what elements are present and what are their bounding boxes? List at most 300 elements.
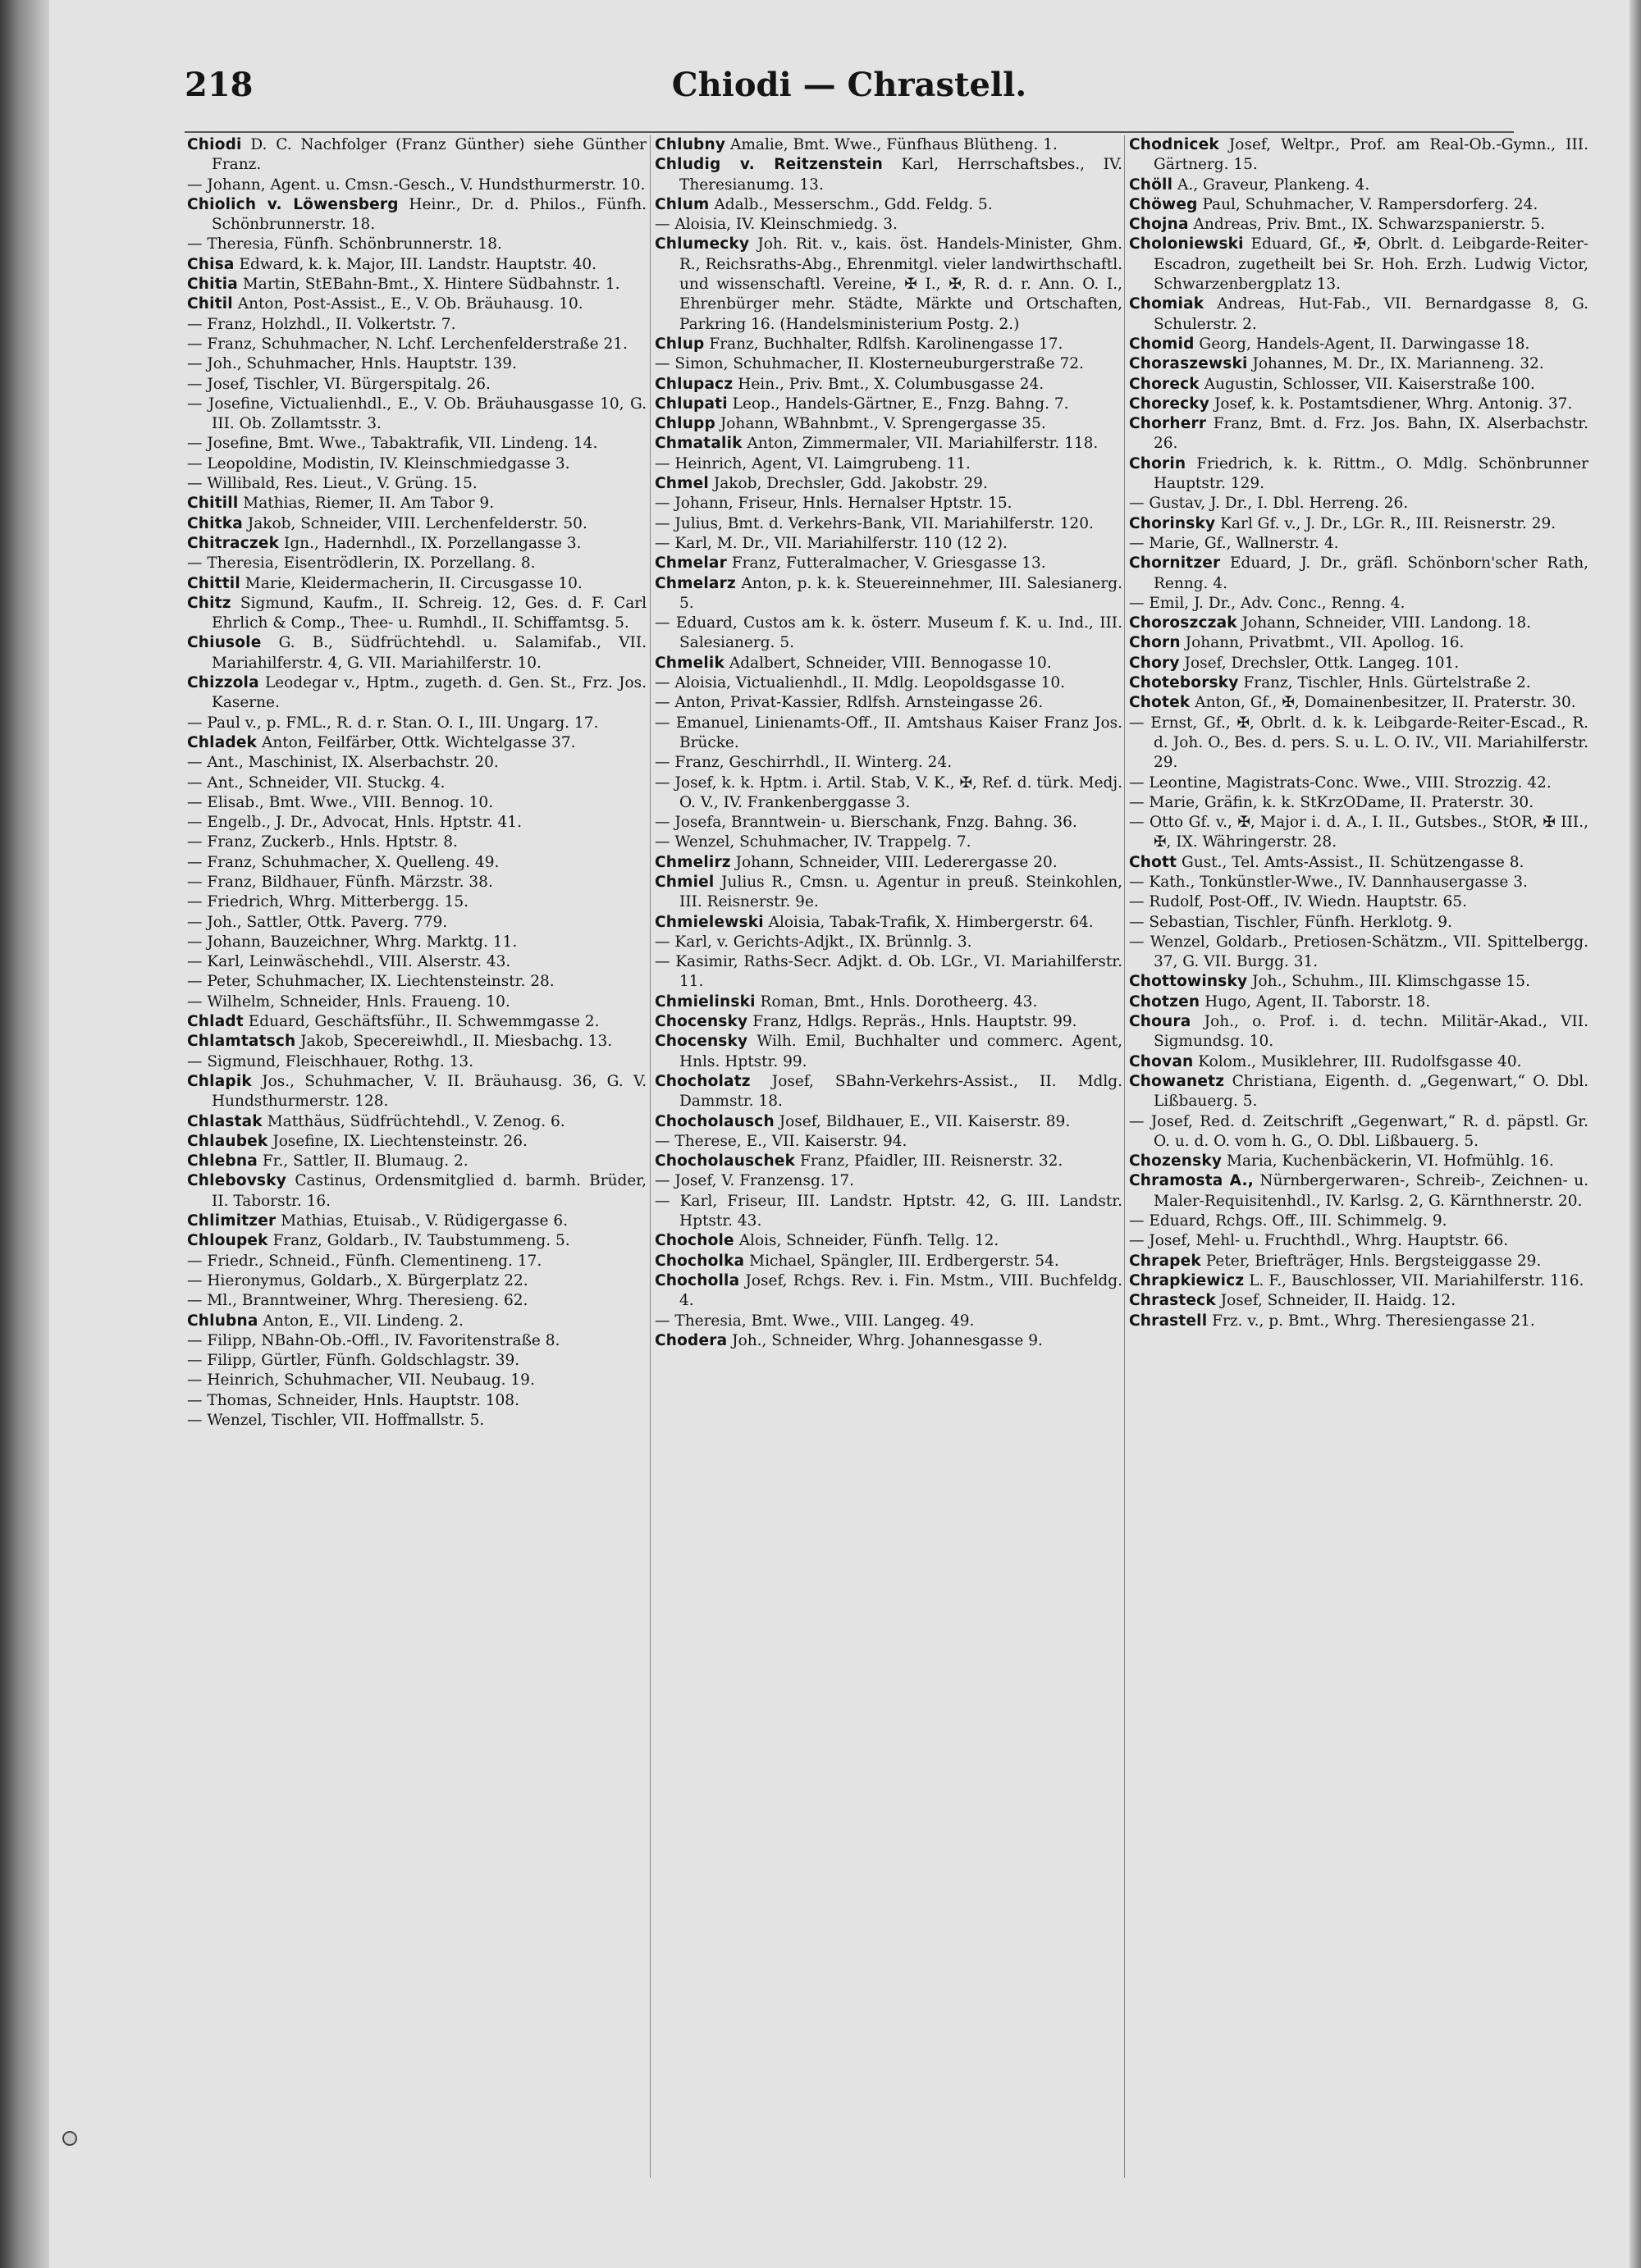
entry-details: — Johann, Bauzeichner, Whrg. Marktg. 11. [187, 933, 518, 951]
entry-surname: Chitz [187, 594, 231, 612]
directory-entry [1129, 1271, 1588, 1291]
entry-surname: Chlimitzer [187, 1212, 277, 1230]
entry-surname: Chrasteck [1129, 1292, 1216, 1310]
entry-surname: Chocensky [655, 1013, 748, 1031]
directory-entry [187, 952, 647, 972]
directory-entry [1129, 554, 1588, 594]
entry-surname: Chrapek [1129, 1252, 1201, 1270]
entry-details: — Joh., Schuhmacher, Hnls. Hauptstr. 139. [187, 355, 517, 373]
entry-surname: Choraszewski [1129, 355, 1248, 373]
entry-surname: Chittil [187, 574, 240, 592]
entry-details: — Josefine, Bmt. Wwe., Tabaktrafik, VII. Lindeng. 14. [187, 435, 598, 453]
entry-details: Friedrich, k. k. Rittm., O. Mdlg. Schönbrunner Hauptstr. 129. [1154, 454, 1588, 493]
entry-details: Anton, p. k. k. Steuereinnehmer, III. Salesianerg. 5. [679, 574, 1122, 612]
entry-details: Franz, Bmt. d. Frz. Jos. Bahn, IX. Alserbachstr. 26. [1154, 415, 1588, 453]
directory-entry [655, 155, 1122, 195]
entry-surname: Chlumecky [655, 235, 750, 253]
entry-details: — Anton, Privat-Kassier, Rdlfsh. Arnsteingasse 26. [655, 694, 1044, 712]
entry-details: — Otto Gf. v., ✠, Major i. d. A., I. II., Gutsbes., StOR, ✠ III., ✠, IX. Währingerstr. 28. [1129, 814, 1588, 851]
entry-details: Hein., Priv. Bmt., X. Columbusgasse 24. [738, 375, 1044, 393]
directory-entry [187, 1371, 647, 1390]
entry-surname: Chludig v. Reitzenstein [655, 156, 883, 174]
directory-entry [1129, 1171, 1588, 1212]
directory-entry [187, 1132, 647, 1152]
directory-entry [1129, 135, 1588, 176]
entry-details: — Karl, v. Gerichts-Adjkt., IX. Brünnlg. 3. [655, 933, 972, 951]
entry-details: Joh., Schneider, Whrg. Johannesgasse 9. [732, 1331, 1043, 1349]
entry-surname: Chmielinski [655, 993, 756, 1011]
directory-entry [187, 294, 647, 314]
directory-entry [187, 255, 647, 275]
directory-entry [1129, 853, 1588, 873]
entry-details: — Paul v., p. FML., R. d. r. Stan. O. I., III. Ungarg. 17. [187, 714, 599, 732]
directory-entry [1129, 335, 1588, 354]
entry-details: Gust., Tel. Amts-Assist., II. Schützengasse 8. [1182, 853, 1524, 871]
entry-surname: Choura [1129, 1013, 1191, 1031]
entry-details: Josefine, IX. Liechtensteinstr. 26. [272, 1132, 528, 1150]
entry-surname: Chocholauschek [655, 1152, 796, 1171]
entry-surname: Chlebna [187, 1152, 258, 1171]
entry-details: — Franz, Bildhauer, Fünfh. Märzstr. 38. [187, 873, 493, 891]
directory-entry [187, 275, 647, 294]
entry-details: Jakob, Drechsler, Gdd. Jakobstr. 29. [713, 475, 988, 493]
column-2 [655, 135, 1122, 1351]
directory-entry [1129, 195, 1588, 215]
directory-entry [655, 873, 1122, 913]
directory-entry [187, 454, 647, 474]
entry-details: — Josefa, Branntwein- u. Bierschank, Fnzg. Bahng. 36. [655, 814, 1077, 832]
directory-entry [187, 853, 647, 873]
directory-entry [187, 1291, 647, 1311]
entry-surname: Chöweg [1129, 195, 1198, 213]
entry-details: — Sigmund, Fleischhauer, Rothg. 13. [187, 1052, 473, 1070]
entry-surname: Chöll [1129, 176, 1173, 194]
directory-entry [187, 534, 647, 554]
entry-details: Sigmund, Kaufm., II. Schreig. 12, Ges. d. F. Carl Ehrlich & Comp., Thee- u. Rumhdl., II. Schiffamtsg. 5. [212, 594, 647, 632]
directory-entry [187, 673, 647, 714]
entry-surname: Chiolich v. Löwensberg [187, 195, 399, 213]
entry-surname: Chladt [187, 1013, 244, 1031]
directory-entry [655, 414, 1122, 434]
entry-details: Johann, Schneider, VIII. Lederergasse 20. [735, 853, 1058, 871]
entry-surname: Chottowinsky [1129, 973, 1248, 991]
directory-entry [655, 654, 1122, 673]
entry-details: — Josef, Mehl- u. Fruchthdl., Whrg. Hauptstr. 66. [1129, 1232, 1509, 1250]
directory-entry [1129, 933, 1588, 973]
entry-details: Josef, k. k. Postamtsdiener, Whrg. Antonig. 37. [1214, 395, 1573, 413]
directory-entry [1129, 215, 1588, 235]
entry-surname: Chmelirz [655, 853, 731, 871]
directory-entry [187, 993, 647, 1012]
directory-entry [187, 1351, 647, 1371]
directory-entry [655, 554, 1122, 573]
directory-entry [655, 933, 1122, 952]
page-header [185, 66, 1514, 123]
directory-entry [1129, 1152, 1588, 1171]
entry-details: Wilh. Emil, Buchhalter und commerc. Agent, Hnls. Hptstr. 99. [679, 1033, 1122, 1070]
directory-entry [1129, 294, 1588, 335]
entry-details: Jakob, Schneider, VIII. Lerchenfelderstr. 50. [247, 514, 587, 532]
entry-details: — Marie, Gräfin, k. k. StKrzODame, II. Praterstr. 30. [1129, 793, 1534, 811]
directory-entry [1129, 913, 1588, 933]
entry-surname: Chotek [1129, 694, 1191, 712]
directory-entry [1129, 594, 1588, 614]
entry-details: Joh., o. Prof. i. d. techn. Militär-Akad., VII. Sigmundsg. 10. [1154, 1013, 1588, 1051]
entry-details: — Julius, Bmt. d. Verkehrs-Bank, VII. Mariahilferstr. 120. [655, 514, 1094, 532]
directory-entry [187, 135, 647, 176]
directory-entry [655, 1012, 1122, 1032]
entry-details: Karl Gf. v., J. Dr., LGr. R., III. Reisnerstr. 29. [1220, 514, 1556, 532]
entry-details: Johann, Privatbmt., VII. Apollog. 16. [1185, 634, 1465, 652]
entry-details: Jakob, Specereiwhdl., II. Miesbachg. 13. [300, 1033, 613, 1051]
entry-surname: Choteborsky [1129, 674, 1239, 692]
entry-details: — Johann, Agent. u. Cmsn.-Gesch., V. Hundsthurmerstr. 10. [187, 176, 646, 194]
entry-surname: Chmelarz [655, 574, 736, 592]
entry-details: Jos., Schuhmacher, V. II. Bräuhausg. 36, G. V. Hundsthurmerstr. 128. [212, 1072, 647, 1111]
entry-details: Leop., Handels-Gärtner, E., Fnzg. Bahng. 7. [732, 395, 1069, 413]
entry-surname: Chlup [655, 335, 705, 353]
directory-entry [187, 873, 647, 892]
directory-entry [1129, 993, 1588, 1012]
directory-entry [187, 633, 647, 673]
entry-details: — Franz, Schuhmacher, N. Lchf. Lerchenfelderstraße 21. [187, 335, 628, 353]
entry-surname: Chmielewski [655, 913, 764, 931]
directory-entry [187, 594, 647, 634]
directory-entry [1129, 235, 1588, 294]
directory-entry [655, 474, 1122, 494]
entry-details: Julius R., Cmsn. u. Agentur in preuß. Steinkohlen, III. Reisnerstr. 9e. [679, 873, 1122, 911]
entry-details: — Emil, J. Dr., Adv. Conc., Renng. 4. [1129, 594, 1406, 612]
entry-surname: Chramosta A., [1129, 1172, 1254, 1190]
entry-details: — Franz, Holzhdl., II. Volkertstr. 7. [187, 315, 456, 333]
running-title: Chiodi — Chrastell. [671, 66, 1027, 104]
entry-details: — Franz, Schuhmacher, X. Quelleng. 49. [187, 853, 500, 871]
entry-details: — Theresia, Bmt. Wwe., VIII. Langeg. 49. [655, 1312, 975, 1330]
entry-details: Adalb., Messerschm., Gdd. Feldg. 5. [714, 195, 993, 213]
directory-entry [655, 135, 1122, 155]
entry-details: — Wilhelm, Schneider, Hnls. Fraueng. 10. [187, 993, 510, 1011]
entry-surname: Chocholatz [655, 1072, 751, 1090]
directory-entry [655, 514, 1122, 534]
entry-details: Frz. v., p. Bmt., Whrg. Theresiengasse 21. [1212, 1312, 1535, 1330]
directory-entry [655, 833, 1122, 852]
entry-surname: Chmelik [655, 654, 725, 672]
directory-entry [187, 933, 647, 952]
entry-details: Peter, Briefträger, Hnls. Bergsteiggasse 29. [1205, 1252, 1542, 1270]
directory-entry [655, 454, 1122, 474]
entry-surname: Chowanetz [1129, 1072, 1225, 1090]
directory-entry [187, 913, 647, 933]
entry-details: Roman, Bmt., Hnls. Dorotheerg. 43. [760, 993, 1038, 1011]
entry-surname: Chovan [1129, 1052, 1194, 1070]
directory-entry [1129, 395, 1588, 414]
entry-details: — Josef, k. k. Hptm. i. Artil. Stab, V. K., ✠, Ref. d. türk. Medj. O. V., IV. Frankenberggasse 3. [655, 773, 1122, 811]
entry-details: — Gustav, J. Dr., I. Dbl. Herreng. 26. [1129, 495, 1409, 513]
entry-surname: Chlebovsky [187, 1172, 287, 1190]
directory-entry [187, 1312, 647, 1331]
entry-surname: Chitia [187, 276, 238, 294]
entry-details: Martin, StEBahn-Bmt., X. Hintere Südbahnstr. 1. [242, 276, 620, 294]
directory-entry [1129, 654, 1588, 673]
entry-details: — Aloisia, IV. Kleinschmiedg. 3. [655, 216, 898, 234]
directory-entry [655, 1032, 1122, 1072]
entry-details: Johann, Schneider, VIII. Landong. 18. [1241, 614, 1532, 632]
directory-entry [655, 853, 1122, 873]
entry-details: Leodegar v., Hptm., zugeth. d. Gen. St., Frz. Jos. Kaserne. [212, 674, 647, 712]
entry-details: — Heinrich, Agent, VI. Laimgrubeng. 11. [655, 454, 971, 472]
entry-surname: Choloniewski [1129, 235, 1244, 253]
directory-entry [1129, 693, 1588, 713]
entry-surname: Chmiel [655, 873, 715, 891]
directory-entry [1129, 1291, 1588, 1311]
entry-details: — Friedr., Schneid., Fünfh. Clementineng. 17. [187, 1252, 542, 1270]
entry-surname: Chotzen [1129, 993, 1200, 1011]
entry-surname: Chmel [655, 475, 709, 493]
entry-surname: Chomiak [1129, 295, 1204, 313]
entry-details: — Simon, Schuhmacher, II. Klosterneuburgerstraße 72. [655, 355, 1084, 373]
directory-entry [1129, 375, 1588, 395]
entry-details: — Wenzel, Goldarb., Pretiosen-Schätzm., VII. Spittelbergg. 37, G. VII. Burgg. 31. [1129, 933, 1588, 971]
column-divider [650, 135, 651, 2178]
entry-surname: Chizzola [187, 674, 259, 692]
entry-details: — Ernst, Gf., ✠, Obrlt. d. k. k. Leibgarde-Reiter-Escad., R. d. Joh. O., Bes. d. pers. S. u. L. O. IV., VII. Mariahilferstr. 29. [1129, 714, 1588, 772]
directory-entry [655, 235, 1122, 334]
directory-entry [187, 195, 647, 235]
directory-entry [187, 714, 647, 733]
directory-entry [655, 354, 1122, 374]
entry-details: Hugo, Agent, II. Taborstr. 18. [1204, 993, 1431, 1011]
entry-surname: Chocholka [655, 1252, 745, 1270]
directory-entry [655, 813, 1122, 833]
entry-surname: Chitil [187, 295, 233, 313]
directory-entry [1129, 813, 1588, 853]
entry-details: — Josefine, Victualienhdl., E., V. Ob. Bräuhausgasse 10, G. III. Ob. Zollamtsstr. 3. [187, 395, 647, 433]
directory-entry [187, 813, 647, 833]
entry-details: Mathias, Riemer, II. Am Tabor 9. [243, 495, 495, 513]
entry-details: Aloisia, Tabak-Trafik, X. Himbergerstr. 64. [768, 913, 1094, 931]
directory-entry [187, 335, 647, 354]
directory-entry [655, 1271, 1122, 1312]
directory-entry [187, 733, 647, 753]
directory-entry [187, 474, 647, 494]
entry-surname: Chladek [187, 733, 258, 751]
entry-surname: Chloupek [187, 1232, 268, 1250]
entry-surname: Chornitzer [1129, 554, 1221, 573]
directory-entry [187, 1052, 647, 1072]
entry-surname: Chott [1129, 853, 1177, 871]
directory-entry [187, 753, 647, 773]
directory-entry [1129, 972, 1588, 992]
column-1 [187, 135, 647, 1431]
entry-details: Josef, Schneider, II. Haidg. 12. [1220, 1292, 1456, 1310]
directory-entry [187, 574, 647, 594]
directory-entry [187, 176, 647, 195]
entry-surname: Chitka [187, 514, 243, 532]
entry-details: Castinus, Ordensmitglied d. barmh. Brüder, II. Taborstr. 16. [212, 1172, 647, 1210]
entry-details: — Ant., Schneider, VII. Stuckg. 4. [187, 773, 446, 792]
entry-surname: Chozensky [1129, 1152, 1223, 1171]
directory-entry [187, 773, 647, 793]
entry-details: — Leontine, Magistrats-Conc. Wwe., VIII. Strozzig. 42. [1129, 773, 1552, 792]
entry-details: Joh. Rit. v., kais. öst. Handels-Minister, Ghm. R., Reichsraths-Abg., Ehrenmitgl. vieler landwirthschaftl. und wissenschaftl. Vereine, ✠ I., ✠, R. d. r. Ann. O. I., Ehrenbürger mehr. Städte, Märkte und Ortschaften, Parkring 16. (Handelsministerium Postg. 2.) [679, 235, 1122, 333]
directory-entry [187, 554, 647, 573]
directory-entry [1129, 1231, 1588, 1251]
directory-entry [1129, 614, 1588, 633]
entry-details: Marie, Kleidermacherin, II. Circusgasse 10. [245, 574, 583, 592]
directory-entry [187, 434, 647, 454]
directory-entry [655, 753, 1122, 773]
entry-surname: Chlastak [187, 1112, 263, 1130]
header-rule [185, 131, 1514, 133]
directory-entry [187, 1072, 647, 1112]
entry-details: Georg, Handels-Agent, II. Darwingasse 18. [1199, 335, 1530, 353]
entry-details: Josef, SBahn-Verkehrs-Assist., II. Mdlg. Dammstr. 18. [679, 1072, 1122, 1111]
directory-entry [187, 833, 647, 852]
entry-details: — Eduard, Custos am k. k. österr. Museum f. K. u. Ind., III. Salesianerg. 5. [655, 614, 1122, 652]
entry-details: Franz, Goldarb., IV. Taubstummeng. 5. [272, 1232, 570, 1250]
entry-details: Fr., Sattler, II. Blumaug. 2. [262, 1152, 469, 1171]
directory-entry [187, 354, 647, 374]
entry-surname: Chojna [1129, 216, 1189, 234]
directory-entry [1129, 1312, 1588, 1331]
entry-details: Nürnbergerwaren-, Schreib-, Zeichnen- u. Maler-Requisitenhdl., IV. Karlsg. 2, G. Kärnthnerstr. 20. [1154, 1172, 1588, 1210]
entry-details: Kolom., Musiklehrer, III. Rudolfsgasse 40. [1198, 1052, 1522, 1070]
directory-entry [655, 375, 1122, 395]
directory-entry [655, 714, 1122, 754]
entry-surname: Chlupati [655, 395, 728, 413]
entry-details: Heinr., Dr. d. Philos., Fünfh. Schönbrunnerstr. 18. [212, 195, 647, 234]
entry-details: D. C. Nachfolger (Franz Günther) siehe Günther Franz. [212, 136, 647, 174]
directory-entry [1129, 514, 1588, 534]
entry-surname: Choroszczak [1129, 614, 1237, 632]
entry-details: — Filipp, Gürtler, Fünfh. Goldschlagstr. 39. [187, 1352, 520, 1370]
directory-entry [1129, 1072, 1588, 1112]
book-spine-shadow [0, 0, 49, 2268]
entry-details: — Wenzel, Tischler, VII. Hoffmallstr. 5. [187, 1412, 485, 1429]
directory-entry [187, 1171, 647, 1212]
entry-details: G. B., Südfrüchtehdl. u. Salamifab., VII. Mariahilferstr. 4, G. VII. Mariahilferstr. 10. [212, 634, 647, 672]
directory-entry [187, 1331, 647, 1351]
entry-details: Franz, Tischler, Hnls. Gürtelstraße 2. [1243, 674, 1531, 692]
entry-details: — Josef, Red. d. Zeitschrift „Gegenwart,“ R. d. päpstl. Gr. O. u. d. O. vom h. G., O. Dbl. Lißbauerg. 5. [1129, 1112, 1588, 1150]
directory-entry [655, 195, 1122, 215]
directory-entry [1129, 1212, 1588, 1231]
entry-details: Edward, k. k. Major, III. Landstr. Hauptstr. 40. [239, 255, 597, 273]
directory-entry [1129, 873, 1588, 892]
directory-entry [187, 793, 647, 813]
directory-entry [655, 1252, 1122, 1271]
directory-entry [187, 494, 647, 513]
entry-details: Christiana, Eigenth. d. „Gegenwart,“ O. Dbl. Lißbauerg. 5. [1154, 1072, 1588, 1111]
entry-surname: Chocholausch [655, 1112, 775, 1130]
entry-details: — Theresia, Eisentrödlerin, IX. Porzellang. 8. [187, 554, 536, 573]
directory-entry [1129, 1052, 1588, 1072]
entry-details: Eduard, J. Dr., gräfl. Schönborn'scher Rath, Renng. 4. [1154, 554, 1588, 592]
entry-surname: Chochole [655, 1232, 734, 1250]
entry-details: — Emanuel, Linienamts-Off., II. Amtshaus Kaiser Franz Jos. Brücke. [655, 714, 1122, 751]
entry-surname: Chorherr [1129, 415, 1207, 433]
entry-surname: Chrastell [1129, 1312, 1208, 1330]
entry-details: A., Graveur, Plankeng. 4. [1177, 176, 1370, 194]
column-3 [1129, 135, 1588, 1331]
directory-entry [1129, 1012, 1588, 1052]
directory-entry [655, 993, 1122, 1012]
entry-details: Amalie, Bmt. Wwe., Fünfhaus Blütheng. 1. [730, 136, 1058, 153]
entry-details: Anton, Gf., ✠, Domainenbesitzer, II. Praterstr. 30. [1195, 694, 1576, 712]
directory-entry [1129, 1252, 1588, 1271]
directory-entry [1129, 773, 1588, 793]
entry-surname: Chlamtatsch [187, 1033, 296, 1051]
directory-entry [655, 913, 1122, 933]
entry-surname: Chlum [655, 195, 710, 213]
directory-entry [655, 673, 1122, 693]
directory-entry [187, 1012, 647, 1032]
entry-details: — Eduard, Rchgs. Off., III. Schimmelg. 9. [1129, 1212, 1447, 1230]
entry-details: Franz, Hdlgs. Repräs., Hnls. Hauptstr. 99. [752, 1013, 1077, 1031]
directory-entry [655, 215, 1122, 235]
entry-surname: Chorinsky [1129, 514, 1216, 532]
entry-details: — Joh., Sattler, Ottk. Paverg. 779. [187, 913, 448, 931]
entry-details: Paul, Schuhmacher, V. Rampersdorferg. 24. [1202, 195, 1538, 213]
entry-details: — Rudolf, Post-Off., IV. Wiedn. Hauptstr. 65. [1129, 893, 1467, 911]
directory-entry [655, 434, 1122, 454]
entry-details: Eduard, Gf., ✠, Obrlt. d. Leibgarde-Reiter-Escadron, zugetheilt bei Sr. Hoh. Erzh. Ludwig Victor, Schwarzenbergplatz 13. [1154, 235, 1588, 294]
directory-entry [187, 1391, 647, 1411]
directory-entry [187, 1212, 647, 1231]
entry-details: Franz, Futteralmacher, V. Griesgasse 13. [731, 554, 1046, 573]
entry-details: Alois, Schneider, Fünfh. Tellg. 12. [738, 1232, 999, 1250]
entry-surname: Chorn [1129, 634, 1181, 652]
directory-entry [655, 693, 1122, 713]
directory-entry [187, 375, 647, 395]
entry-surname: Chitill [187, 495, 239, 513]
entry-surname: Chlupp [655, 415, 715, 433]
entry-details: — Hieronymus, Goldarb., X. Bürgerplatz 22. [187, 1271, 528, 1289]
page-edge [1630, 0, 1641, 2268]
entry-details: — Ant., Maschinist, IX. Alserbachstr. 20. [187, 754, 499, 772]
entry-details: Franz, Buchhalter, Rdlfsh. Karolinengasse 17. [709, 335, 1063, 353]
entry-details: Anton, Post-Assist., E., V. Ob. Bräuhausg. 10. [237, 295, 583, 313]
entry-details: Josef, Bildhauer, E., VII. Kaiserstr. 89. [779, 1112, 1071, 1130]
margin-hole-mark [62, 2131, 77, 2146]
entry-details: Franz, Pfaidler, III. Reisnerstr. 32. [800, 1152, 1063, 1171]
directory-entry [655, 1312, 1122, 1331]
entry-details: Anton, Feilfärber, Ottk. Wichtelgasse 37. [261, 733, 576, 751]
directory-entry [187, 315, 647, 335]
entry-details: — Kath., Tonkünstler-Wwe., IV. Dannhausergasse 3. [1129, 873, 1528, 891]
entry-surname: Chorin [1129, 454, 1186, 472]
entry-details: — Franz, Zuckerb., Hnls. Hptstr. 8. [187, 833, 458, 851]
directory-entry [187, 892, 647, 912]
entry-details: Matthäus, Südfrüchtehdl., V. Zenog. 6. [267, 1112, 565, 1130]
entry-surname: Chocensky [655, 1033, 748, 1051]
entry-details: Eduard, Geschäftsführ., II. Schwemmgasse 2. [248, 1013, 600, 1031]
entry-details: — Karl, Leinwäschehdl., VIII. Alserstr. 43. [187, 953, 511, 971]
entry-surname: Chlapik [187, 1072, 252, 1090]
entry-details: — Peter, Schuhmacher, IX. Liechtensteinstr. 28. [187, 973, 555, 991]
entry-details: Karl, Herrschaftsbes., IV. Theresianumg. 13. [679, 156, 1122, 194]
entry-surname: Chrapkiewicz [1129, 1271, 1245, 1289]
directory-entry [1129, 454, 1588, 495]
entry-details: Michael, Spängler, III. Erdbergerstr. 54. [749, 1252, 1059, 1270]
entry-details: Josef, Rchgs. Rev. i. Fin. Mstm., VIII. Buchfeldg. 4. [679, 1271, 1122, 1310]
entry-surname: Chomid [1129, 335, 1195, 353]
entry-details: — Karl, M. Dr., VII. Mariahilferstr. 110 (12 2). [655, 534, 1008, 552]
directory-entry [1129, 673, 1588, 693]
directory-entry [655, 1152, 1122, 1171]
directory-entry [187, 1231, 647, 1251]
entry-details: — Josef, Tischler, VI. Bürgerspitalg. 26. [187, 375, 491, 393]
